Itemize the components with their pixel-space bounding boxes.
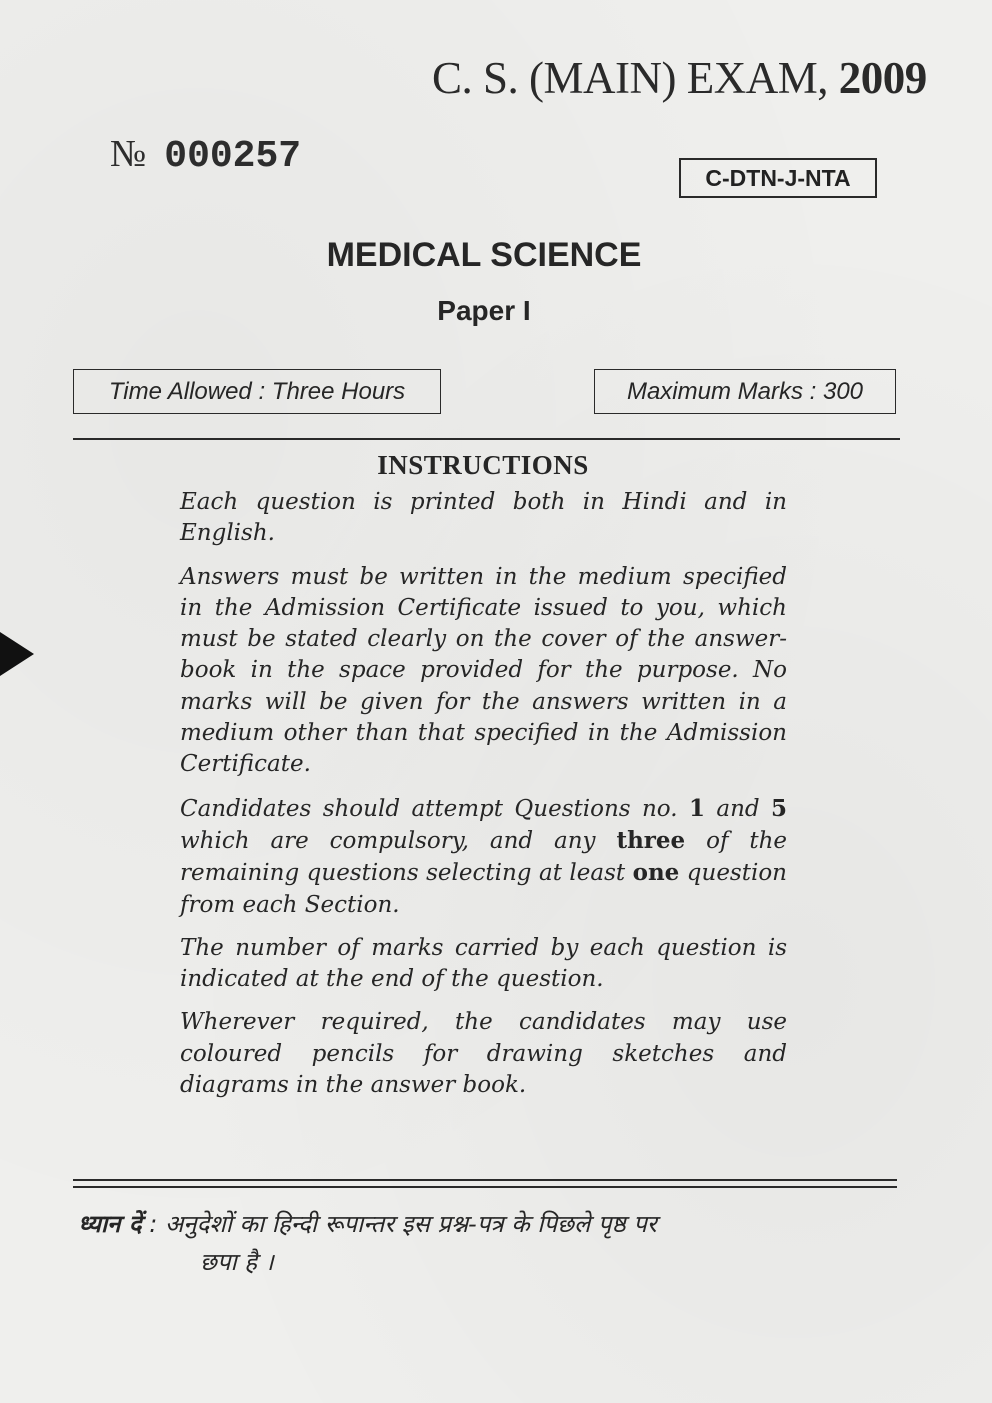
attempt-count-one: one — [632, 859, 680, 887]
exam-year: 2009 — [838, 53, 927, 103]
time-allowed-box: Time Allowed : Three Hours — [73, 369, 441, 414]
attempt-text-1: Candidates should attempt Questions no. — [180, 795, 678, 822]
instruction-attempt — [180, 793, 787, 921]
divider-bottom-upper — [73, 1179, 897, 1181]
divider-top — [73, 438, 900, 440]
hindi-note-label: ध्यान दें — [78, 1210, 142, 1238]
attempt-count-three: three — [616, 826, 686, 854]
maximum-marks-box: Maximum Marks : 300 — [594, 369, 896, 414]
divider-bottom-lower — [73, 1186, 897, 1188]
attempt-text-4: of the remaining questions selecting at least — [180, 827, 788, 887]
attempt-question-1: 1 — [688, 794, 705, 822]
instruction-medium: Answers must be written in the medium specified in the Admission Certificate issued to you, which must be stated clearly on the cover of the answer-book in the space provided for the purpose. No marks will be given for the answers written in a medium other than that specified in the Admission Certificate. — [180, 563, 787, 778]
scan-edge-mark — [0, 632, 34, 676]
instruction-pencils: Wherever required, the candidates may use coloured pencils for drawing sketches and diagrams in the answer book. — [180, 1009, 787, 1099]
hindi-note-line2: छपा है । — [200, 1248, 274, 1276]
instructions-heading: INSTRUCTIONS — [377, 450, 589, 480]
exam-title — [432, 52, 927, 104]
paper-number: Paper I — [437, 295, 531, 326]
serial-number: 000257 — [164, 135, 302, 178]
hindi-note-line1: अनुदेशों का हिन्दी रूपान्तर इस प्रश्न-पत्र के पिछले पृष्ठ पर — [164, 1210, 657, 1238]
hindi-note — [78, 1205, 868, 1281]
attempt-text-2: and — [716, 795, 760, 822]
attempt-text-5: question from each Section. — [180, 860, 787, 918]
subject-title: MEDICAL SCIENCE — [326, 236, 642, 274]
attempt-text-3: which are compulsory, and any — [180, 827, 596, 854]
paper-code-box: C-DTN-J-NTA — [679, 158, 877, 198]
instruction-languages: Each question is printed both in Hindi and in English. — [180, 489, 787, 547]
hindi-note-separator: : — [149, 1210, 158, 1238]
exam-title-text: C. S. (MAIN) EXAM, — [432, 53, 828, 103]
instruction-marks: The number of marks carried by each question is indicated at the end of the question. — [180, 934, 787, 993]
serial-number-block — [110, 132, 301, 178]
instructions-body — [180, 487, 787, 1113]
attempt-question-5: 5 — [771, 794, 788, 822]
number-sign: № — [110, 133, 147, 175]
